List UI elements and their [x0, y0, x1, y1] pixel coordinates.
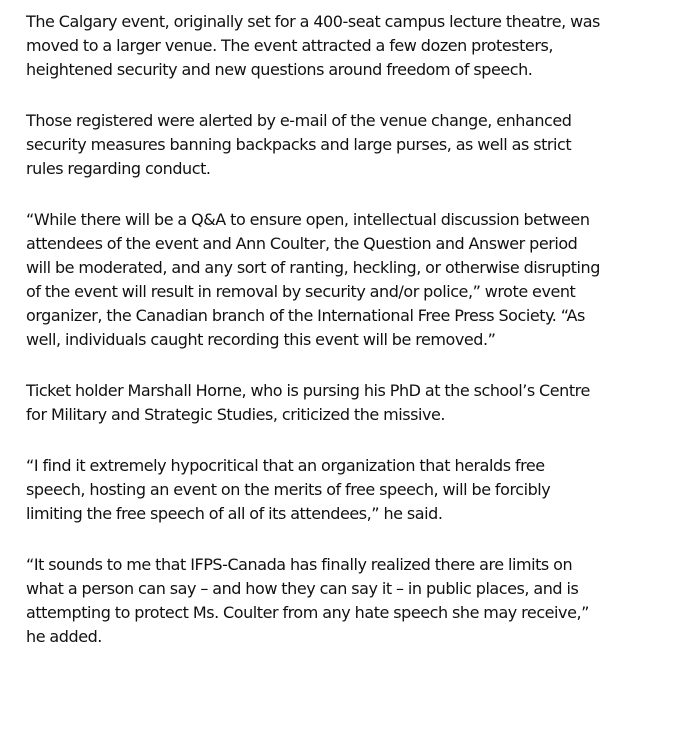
text-line: security measures banning backpacks and large purses, as well as strict	[26, 135, 572, 154]
text-line: The Calgary event, originally set for a 400-seat campus lecture theatre, was	[26, 12, 600, 31]
text-line: “I find it extremely hypocritical that an organization that heralds free	[26, 456, 545, 475]
text-line: will be moderated, and any sort of ranting, heckling, or otherwise disrupting	[26, 258, 600, 277]
text-line: moved to a larger venue. The event attracted a few dozen protesters,	[26, 36, 553, 55]
text-line: well, individuals caught recording this event will be removed.”	[26, 330, 496, 349]
text-line: Those registered were alerted by e-mail of the venue change, enhanced	[26, 111, 572, 130]
text-line: attempting to protect Ms. Coulter from any hate speech she may receive,”	[26, 603, 589, 622]
paragraph-security-measures	[26, 109, 699, 181]
text-line: limiting the free speech of all of its attendees,” he said.	[26, 504, 443, 523]
paragraph-organizer-quote	[26, 208, 699, 352]
text-line: for Military and Strategic Studies, criticized the missive.	[26, 405, 446, 424]
text-line: attendees of the event and Ann Coulter, the Question and Answer period	[26, 234, 578, 253]
paragraph-ticket-holder	[26, 379, 699, 427]
text-line: what a person can say – and how they can say it – in public places, and is	[26, 579, 579, 598]
text-line: “While there will be a Q&A to ensure open, intellectual discussion between	[26, 210, 590, 229]
text-line: speech, hosting an event on the merits of free speech, will be forcibly	[26, 480, 551, 499]
text-line: rules regarding conduct.	[26, 159, 211, 178]
text-line: “It sounds to me that IFPS-Canada has finally realized there are limits on	[26, 555, 573, 574]
text-line: Ticket holder Marshall Horne, who is pursing his PhD at the school’s Centre	[26, 381, 590, 400]
paragraph-horne-added	[26, 553, 699, 649]
text-line: he added.	[26, 627, 102, 646]
text-line: of the event will result in removal by security and/or police,” wrote event	[26, 282, 576, 301]
paragraph-venue-change	[26, 10, 699, 82]
text-line: heightened security and new questions around freedom of speech.	[26, 60, 533, 79]
text-line: organizer, the Canadian branch of the International Free Press Society. “As	[26, 306, 585, 325]
paragraph-horne-quote	[26, 454, 699, 526]
